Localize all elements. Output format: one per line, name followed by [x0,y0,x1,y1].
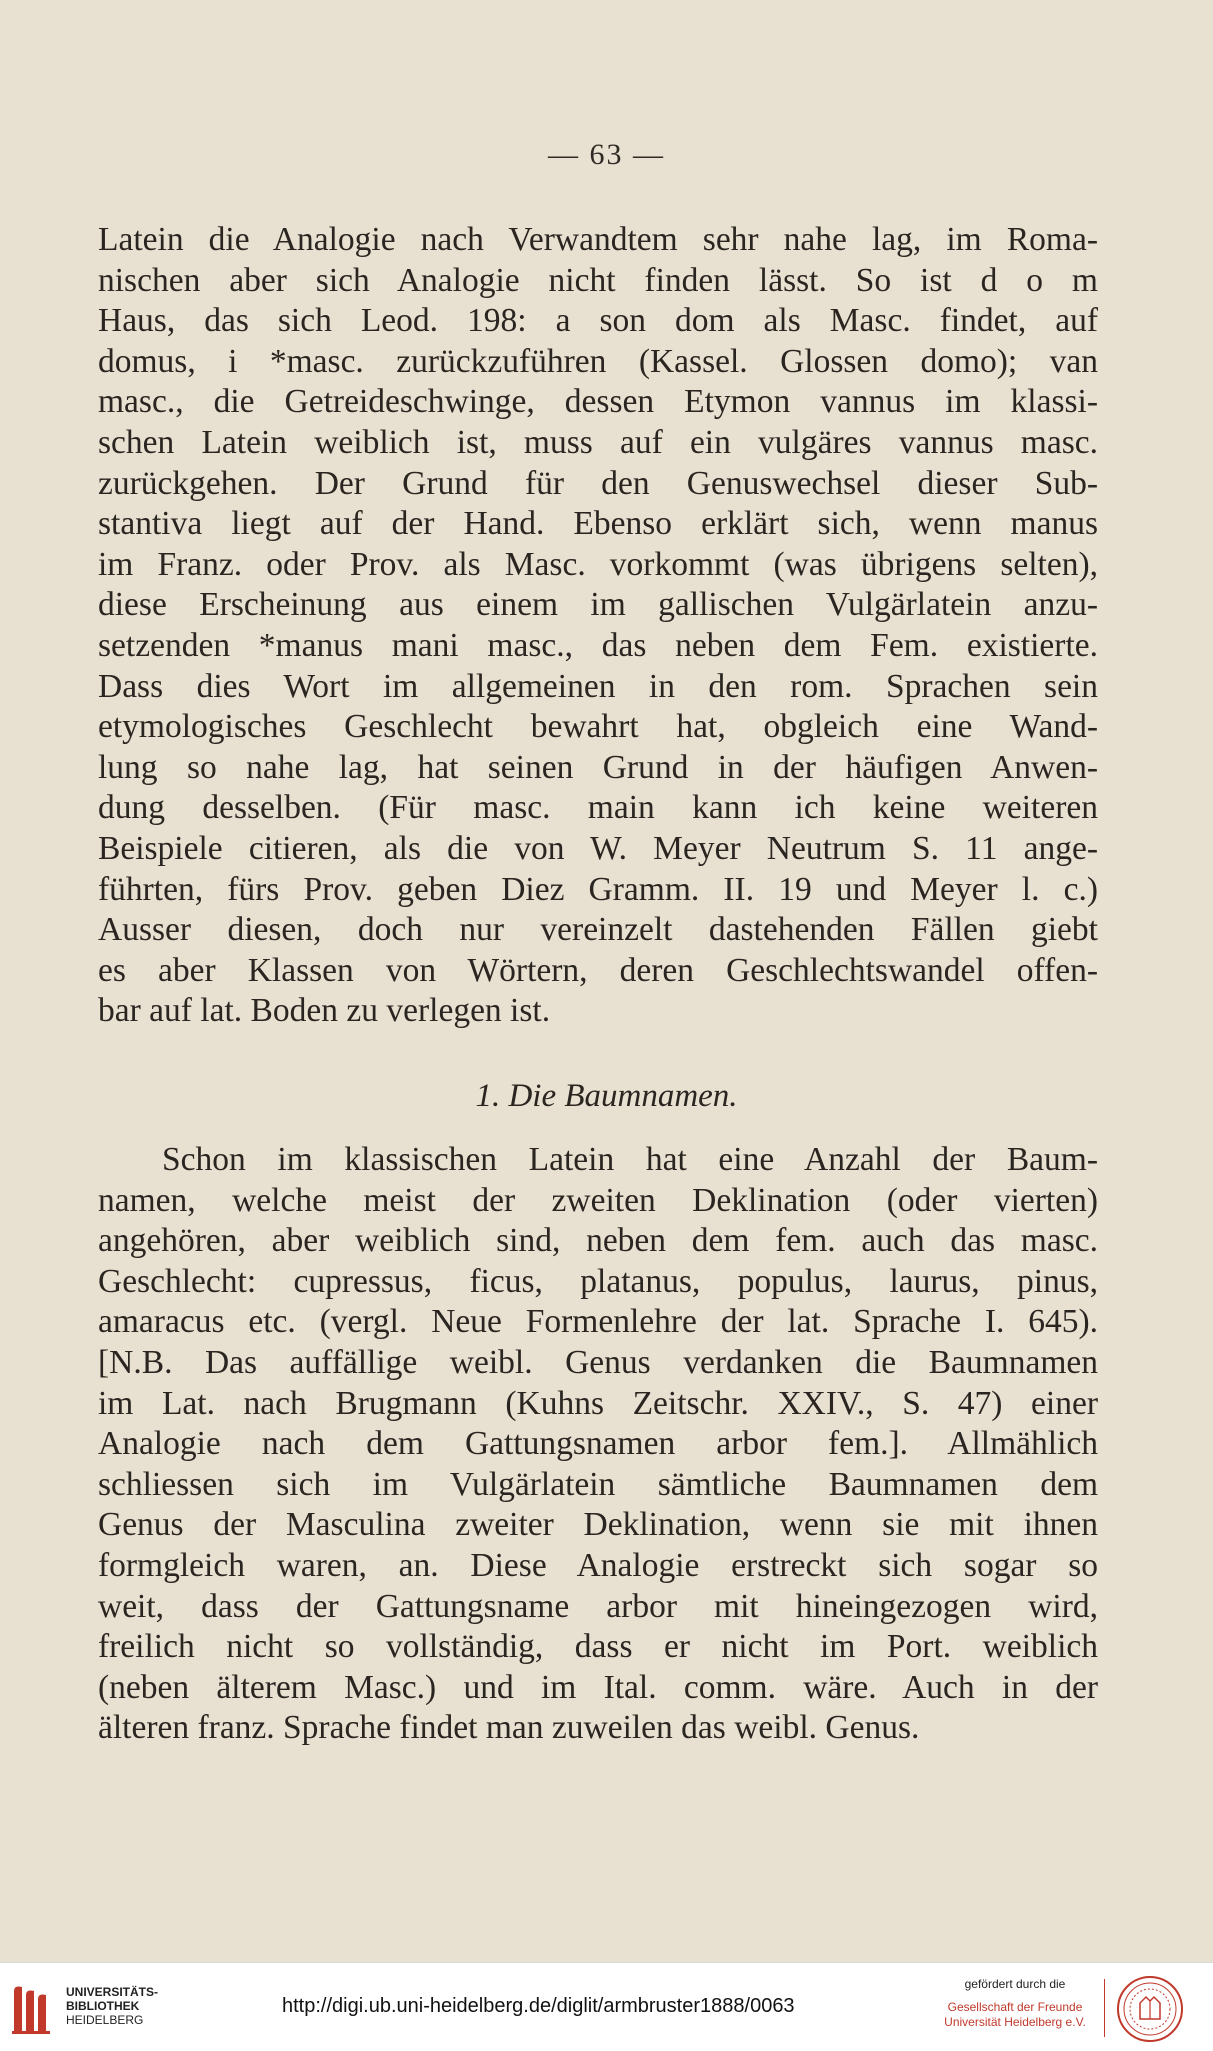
paragraph-1-line: führten, fürs Prov. geben Diez Gramm. II. 19 und Meyer l. c.) [98,870,1098,908]
library-name-line-2: BIBLIOTHEK [66,1999,140,2013]
sponsor-org-line-2: Universität Heidelberg e.V. [944,2015,1086,2029]
paragraph-1-line: domus, i *masc. zurückzuführen (Kassel. Glossen domo); van [98,342,1098,380]
university-seal-icon [1116,1975,1184,2043]
paragraph-1-line: im Franz. oder Prov. als Masc. vorkommt (was übrigens selten), [98,545,1098,583]
library-name-line-1: UNIVERSITÄTS- [66,1985,159,1999]
paragraph-1-line: etymologisches Geschlecht bewahrt hat, obgleich eine Wand- [98,708,1098,746]
paragraph-2-line: angehören, aber weiblich sind, neben dem fem. auch das masc. [98,1222,1098,1260]
paragraph-2-line: Genus der Masculina zweiter Deklination, wenn sie mit ihnen [98,1506,1098,1544]
page-number: — 63 — [548,138,665,171]
permalink-url[interactable]: http://digi.ub.uni-heidelberg.de/diglit/armbruster1888/0063 [282,1995,795,2017]
paragraph-1-line: setzenden *manus mani masc., das neben dem Fem. existierte. [98,626,1098,664]
paragraph-1-line: dung desselben. (Für masc. main kann ich keine weiteren [98,789,1098,827]
paragraph-2-line: Schon im klassischen Latein hat eine Anzahl der Baum- [162,1141,1098,1178]
paragraph-2-line: amaracus etc. (vergl. Neue Formenlehre der lat. Sprache I. 645). [98,1303,1098,1341]
footer-divider [1104,1979,1105,2037]
paragraph-2-line: namen, welche meist der zweiten Deklination (oder vierten) [98,1181,1098,1219]
paragraph-1-line: bar auf lat. Boden zu verlegen ist. [98,992,551,1030]
paragraph-2-line: [N.B. Das auffällige weibl. Genus verdanken die Baumnamen [98,1343,1098,1381]
library-name [66,1985,158,2027]
paragraph-1-line: Haus, das sich Leod. 198: a son dom als Masc. findet, auf [98,302,1098,340]
paragraph-1-line: Latein die Analogie nach Verwandtem sehr nahe lag, im Roma- [98,221,1098,258]
paragraph-2-line: im Lat. nach Brugmann (Kuhns Zeitschr. XXIV., S. 47) einer [98,1384,1098,1422]
paragraph-1-line: es aber Klassen von Wörtern, deren Geschlechtswandel offen- [98,951,1098,989]
paragraph-1-line: nischen aber sich Analogie nicht finden lässt. So ist d o m [98,261,1098,299]
paragraph-2 [98,1140,1098,1749]
paragraph-1-line: schen Latein weiblich ist, muss auf ein vulgäres vannus masc. [98,423,1098,461]
paragraph-2-line: Analogie nach dem Gattungsnamen arbor fem.]. Allmählich [98,1425,1098,1463]
paragraph-2-line: weit, dass der Gattungsname arbor mit hineingezogen wird, [98,1587,1098,1625]
paragraph-2-line: schliessen sich im Vulgärlatein sämtliche Baumnamen dem [98,1465,1098,1503]
paragraph-2-line: (neben älterem Masc.) und im Ital. comm. wäre. Auch in der [98,1668,1098,1706]
sponsor-org-line-1: Gesellschaft der Freunde [947,2000,1083,2014]
section-heading: 1. Die Baumnamen. [475,1078,738,1114]
paragraph-1-line: Beispiele citieren, als die von W. Meyer Neutrum S. 11 ange- [98,829,1098,867]
paragraph-1 [98,220,1098,1032]
paragraph-2-line: Geschlecht: cupressus, ficus, platanus, populus, laurus, pinus, [98,1262,1098,1300]
university-library-logo-icon [10,1981,54,2037]
paragraph-1-line: Dass dies Wort im allgemeinen in den rom. Sprachen sein [98,667,1098,705]
paragraph-2-line: formgleich waren, an. Diese Analogie erstreckt sich sogar so [98,1546,1098,1584]
paragraph-1-line: lung so nahe lag, hat seinen Grund in der häufigen Anwen- [98,748,1098,786]
sponsor-label: gefördert durch die [964,1977,1066,1991]
footer-bar [0,1962,1213,2051]
paragraph-1-line: stantiva liegt auf der Hand. Ebenso erklärt sich, wenn manus [98,505,1098,543]
library-name-line-3: HEIDELBERG [66,2013,144,2027]
sponsor-block [930,1977,1100,2030]
paragraph-1-line: Ausser diesen, doch nur vereinzelt dastehenden Fällen giebt [98,911,1098,949]
paragraph-2-line: freilich nicht so vollständig, dass er nicht im Port. weiblich [98,1628,1098,1666]
paragraph-1-line: zurückgehen. Der Grund für den Genuswechsel dieser Sub- [98,464,1098,502]
paragraph-1-line: diese Erscheinung aus einem im gallischen Vulgärlatein anzu- [98,586,1098,624]
paragraph-2-line: älteren franz. Sprache findet man zuweilen das weibl. Genus. [98,1709,920,1747]
paragraph-1-line: masc., die Getreideschwinge, dessen Etymon vannus im klassi- [98,383,1098,421]
